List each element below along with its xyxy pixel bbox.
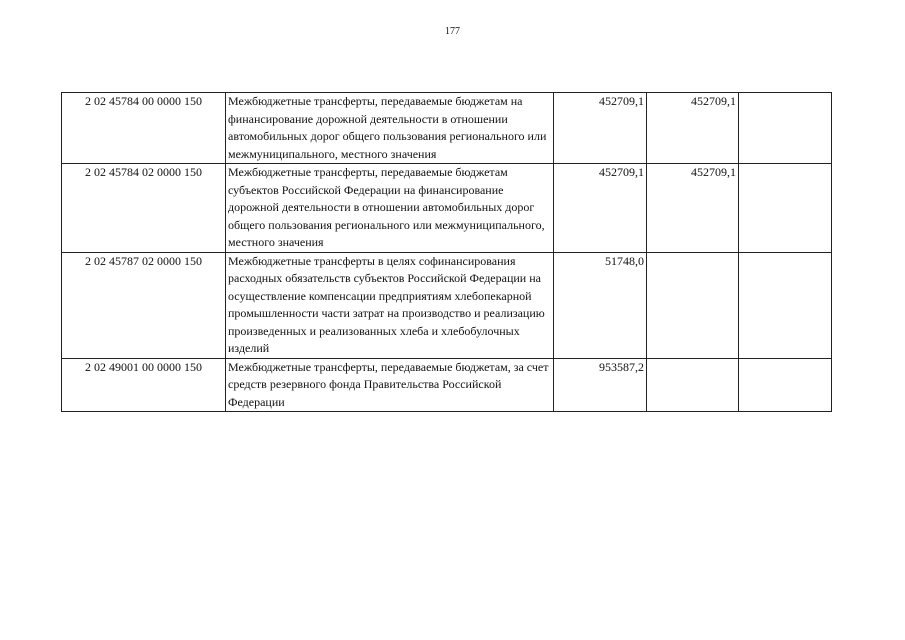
amount-3 [739, 164, 832, 253]
amount-2 [647, 358, 739, 412]
amount-1: 452709,1 [554, 93, 647, 164]
amount-1: 452709,1 [554, 164, 647, 253]
table-row [62, 164, 832, 253]
budget-code: 2 02 45784 00 0000 150 [62, 93, 226, 164]
description: Межбюджетные трансферты, передаваемые бюджетам на финансирование дорожной деятельности в отношении автомобильных дорог общего пользования регионального или межмуниципального, местного значения [226, 93, 554, 164]
description: Межбюджетные трансферты в целях софинансирования расходных обязательств субъектов Российской Федерации на осуществление компенсации предприятиям хлебопекарной промышленности части затрат на производство и реализацию произведенных и реализованных хлеба и хлебобулочных изделий [226, 252, 554, 358]
budget-table [61, 92, 832, 412]
table-row [62, 252, 832, 358]
amount-1: 953587,2 [554, 358, 647, 412]
description: Межбюджетные трансферты, передаваемые бюджетам, за счет средств резервного фонда Правительства Российской Федерации [226, 358, 554, 412]
amount-2: 452709,1 [647, 93, 739, 164]
amount-3 [739, 252, 832, 358]
amount-2: 452709,1 [647, 164, 739, 253]
amount-2 [647, 252, 739, 358]
budget-code: 2 02 49001 00 0000 150 [62, 358, 226, 412]
table-row [62, 358, 832, 412]
amount-3 [739, 358, 832, 412]
amount-3 [739, 93, 832, 164]
table-row [62, 93, 832, 164]
page-number: 177 [445, 26, 460, 37]
budget-code: 2 02 45784 02 0000 150 [62, 164, 226, 253]
description: Межбюджетные трансферты, передаваемые бюджетам субъектов Российской Федерации на финансирование дорожной деятельности в отношении автомобильных дорог общего пользования регионального или межмуниципального, местного значения [226, 164, 554, 253]
amount-1: 51748,0 [554, 252, 647, 358]
budget-code: 2 02 45787 02 0000 150 [62, 252, 226, 358]
